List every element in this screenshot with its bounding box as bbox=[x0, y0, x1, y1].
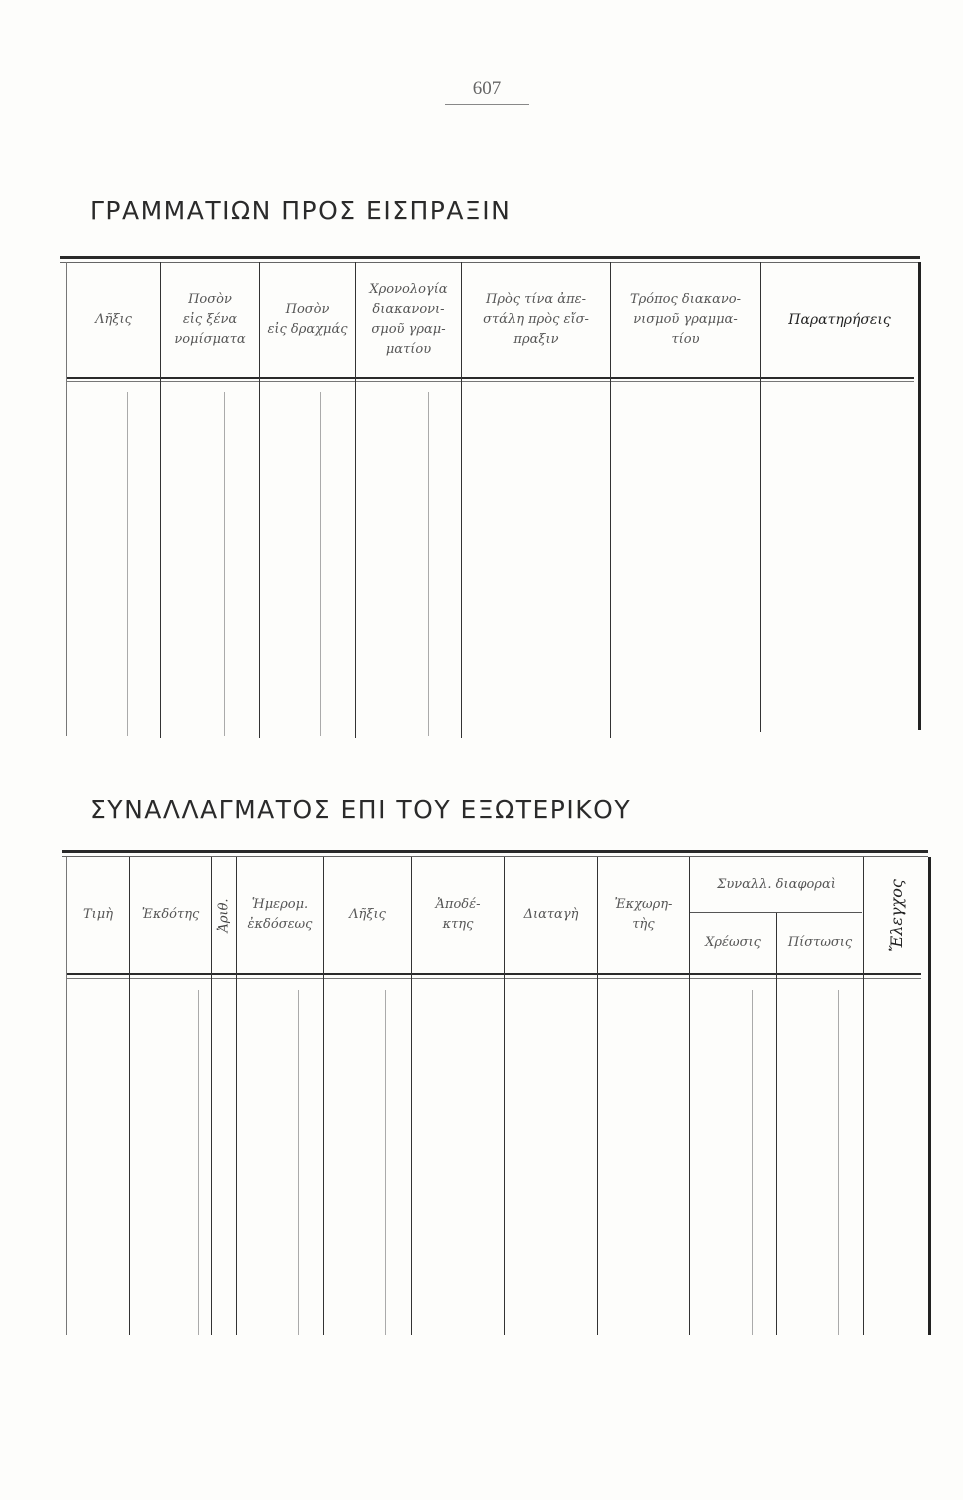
table-1-col-header: Ποσὸν εἰς δραχμάς bbox=[267, 302, 348, 337]
table-2-col-header: Ἡμερομ. ἐκδόσεως bbox=[247, 897, 313, 932]
table-1-title: ΓΡΑΜΜΑΤΙΩΝ ΠΡΟΣ ΕΙΣΠΡΑΞΙΝ bbox=[90, 196, 512, 225]
table-2-header-rule bbox=[66, 973, 921, 975]
table-2-col-header: Ἀριθ. bbox=[216, 897, 232, 933]
table-1-header-rule bbox=[66, 377, 914, 379]
table-2-subline bbox=[838, 990, 839, 1335]
table-2-col-header: Ἔλεγχος bbox=[886, 878, 906, 952]
table-2-title: ΣΥΝΑΛΛΑΓΜΑΤΟΣ ΕΠΙ ΤΟΥ ΕΞΩΤΕΡΙΚΟΥ bbox=[90, 795, 632, 824]
table-2-col-header: Ἐκδότης bbox=[141, 907, 200, 922]
table-2-subcol-header: Πίστωσις bbox=[787, 935, 853, 950]
table-2-col-header: Λῆξις bbox=[349, 907, 386, 922]
table-1-border-right bbox=[918, 262, 921, 730]
table-1-col-header: Πρὸς τίνα ἀπε- στάλη πρὸς εἴσ- πραξιν bbox=[483, 292, 589, 347]
page-number-rule bbox=[445, 104, 529, 105]
table-1-subline bbox=[127, 392, 128, 736]
page-number: 607 bbox=[472, 78, 502, 99]
table-1-col-header: Χρονολογία διακανονι- σμοῦ γραμ- ματίου bbox=[369, 282, 448, 357]
table-1-col-header: Λῆξις bbox=[95, 312, 132, 327]
table-2-subline bbox=[198, 990, 199, 1335]
table-2-subline bbox=[752, 990, 753, 1335]
table-2-subline bbox=[385, 990, 386, 1335]
table-1-col-header: Ποσὸν εἰς ξένα νομίσματα bbox=[174, 292, 246, 347]
table-2-subcol-header: Χρέωσις bbox=[705, 935, 761, 950]
table-1-subline bbox=[320, 392, 321, 736]
table-2-header-rule-inner bbox=[66, 978, 921, 979]
table-2-top-rule bbox=[62, 850, 928, 853]
table-2-col-header: Ἀποδέ- κτης bbox=[435, 897, 481, 932]
table-1-col-header: Παρατηρήσεις bbox=[788, 312, 891, 328]
table-1-top-rule bbox=[60, 256, 920, 259]
table-1-col-header: Τρόπος διακανο- νισμοῦ γραμμα- τίου bbox=[629, 292, 742, 347]
table-2-col-header: Διαταγὴ bbox=[523, 907, 579, 922]
table-2-col-header: Συναλλ. διαφοραὶ bbox=[717, 876, 836, 892]
table-2-subline bbox=[298, 990, 299, 1335]
table-2-divider-sub bbox=[776, 913, 777, 1335]
table-1-subline bbox=[428, 392, 429, 736]
table-2-col-header: Τιμὴ bbox=[82, 907, 113, 922]
table-2-border-right bbox=[928, 857, 931, 1335]
table-1-header-rule-inner bbox=[66, 381, 914, 382]
table-2-col-header: Ἐκχωρη- τὴς bbox=[614, 897, 673, 932]
table-1-subline bbox=[224, 392, 225, 736]
